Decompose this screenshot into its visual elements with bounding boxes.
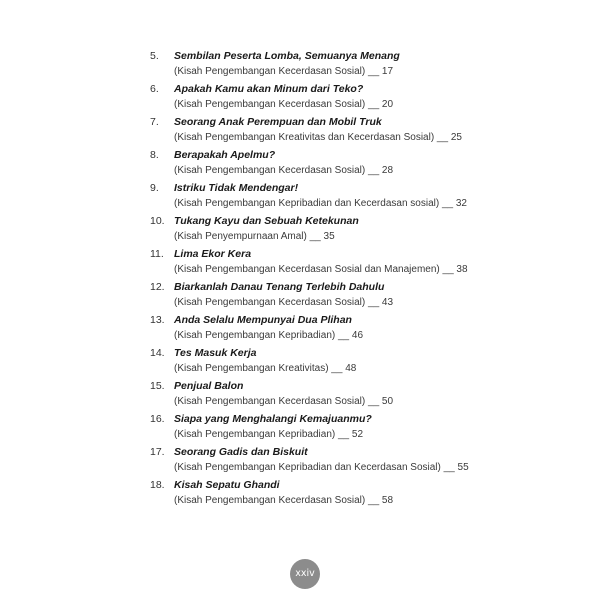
entry-number: 11. xyxy=(150,248,164,260)
entry-title: Siapa yang Menghalangi Kemajuanmu? xyxy=(174,413,372,425)
entry-title: Berapakah Apelmu? xyxy=(174,149,276,161)
toc-entry xyxy=(0,411,610,444)
toc-entry xyxy=(0,213,610,246)
entry-title: Seorang Gadis dan Biskuit xyxy=(174,446,308,458)
entry-subtitle: (Kisah Pengembangan Kecerdasan Sosial) __ 28 xyxy=(174,165,394,176)
entry-title: Apakah Kamu akan Minum dari Teko? xyxy=(174,83,364,95)
entry-title: Sembilan Peserta Lomba, Semuanya Menang xyxy=(174,50,400,62)
entry-subtitle: (Kisah Pengembangan Kecerdasan Sosial) __ 58 xyxy=(174,495,394,506)
entry-title: Tes Masuk Kerja xyxy=(174,347,257,359)
entry-subtitle: (Kisah Pengembangan Kecerdasan Sosial) __ 50 xyxy=(174,396,394,407)
entry-number: 18. xyxy=(150,479,165,491)
entry-subtitle: (Kisah Pengembangan Kecerdasan Sosial) __ 20 xyxy=(174,99,394,110)
toc-entry xyxy=(0,444,610,477)
page-number-badge: xxiv xyxy=(290,559,320,589)
entry-number: 10. xyxy=(150,215,165,227)
entry-subtitle: (Kisah Pengembangan Kepribadian dan Kecerdasan sosial) __ 32 xyxy=(174,198,467,209)
entry-subtitle: (Kisah Pengembangan Kepribadian dan Kecerdasan Sosial) __ 55 xyxy=(174,462,469,473)
entry-subtitle: (Kisah Pengembangan Kepribadian) __ 52 xyxy=(174,429,364,440)
entry-number: 6. xyxy=(150,83,159,95)
entry-number: 16. xyxy=(150,413,165,425)
toc-entry xyxy=(0,279,610,312)
entry-subtitle: (Kisah Pengembangan Kepribadian) __ 46 xyxy=(174,330,364,341)
entry-number: 12. xyxy=(150,281,165,293)
entry-number: 15. xyxy=(150,380,165,392)
entry-title: Biarkanlah Danau Tenang Terlebih Dahulu xyxy=(174,281,385,293)
toc-entry xyxy=(0,114,610,147)
toc-entry xyxy=(0,378,610,411)
entry-title: Seorang Anak Perempuan dan Mobil Truk xyxy=(174,116,382,128)
table-of-contents xyxy=(0,48,610,510)
toc-entry xyxy=(0,477,610,510)
entry-title: Istriku Tidak Mendengar! xyxy=(174,182,299,194)
entry-number: 5. xyxy=(150,50,159,62)
toc-entry xyxy=(0,81,610,114)
toc-entry xyxy=(0,246,610,279)
entry-title: Tukang Kayu dan Sebuah Ketekunan xyxy=(174,215,359,227)
entry-subtitle: (Kisah Pengembangan Kecerdasan Sosial dan Manajemen) __ 38 xyxy=(174,264,468,275)
entry-title: Kisah Sepatu Ghandi xyxy=(174,479,280,491)
toc-entry xyxy=(0,312,610,345)
entry-number: 13. xyxy=(150,314,165,326)
entry-title: Lima Ekor Kera xyxy=(174,248,252,260)
toc-entry xyxy=(0,147,610,180)
entry-title: Penjual Balon xyxy=(174,380,244,392)
entry-number: 17. xyxy=(150,446,165,458)
entry-subtitle: (Kisah Pengembangan Kreativitas dan Kecerdasan Sosial) __ 25 xyxy=(174,132,462,143)
entry-title: Anda Selalu Mempunyai Dua Plihan xyxy=(174,314,352,326)
entry-number: 9. xyxy=(150,182,159,194)
entry-subtitle: (Kisah Pengembangan Kecerdasan Sosial) __ 43 xyxy=(174,297,394,308)
toc-entry xyxy=(0,48,610,81)
toc-entry xyxy=(0,345,610,378)
entry-number: 14. xyxy=(150,347,165,359)
entry-number: 8. xyxy=(150,149,159,161)
entry-subtitle: (Kisah Pengembangan Kreativitas) __ 48 xyxy=(174,363,357,374)
entry-subtitle: (Kisah Pengembangan Kecerdasan Sosial) __ 17 xyxy=(174,66,394,77)
toc-entry xyxy=(0,180,610,213)
entry-subtitle: (Kisah Penyempurnaan Amal) __ 35 xyxy=(174,231,335,242)
entry-number: 7. xyxy=(150,116,159,128)
